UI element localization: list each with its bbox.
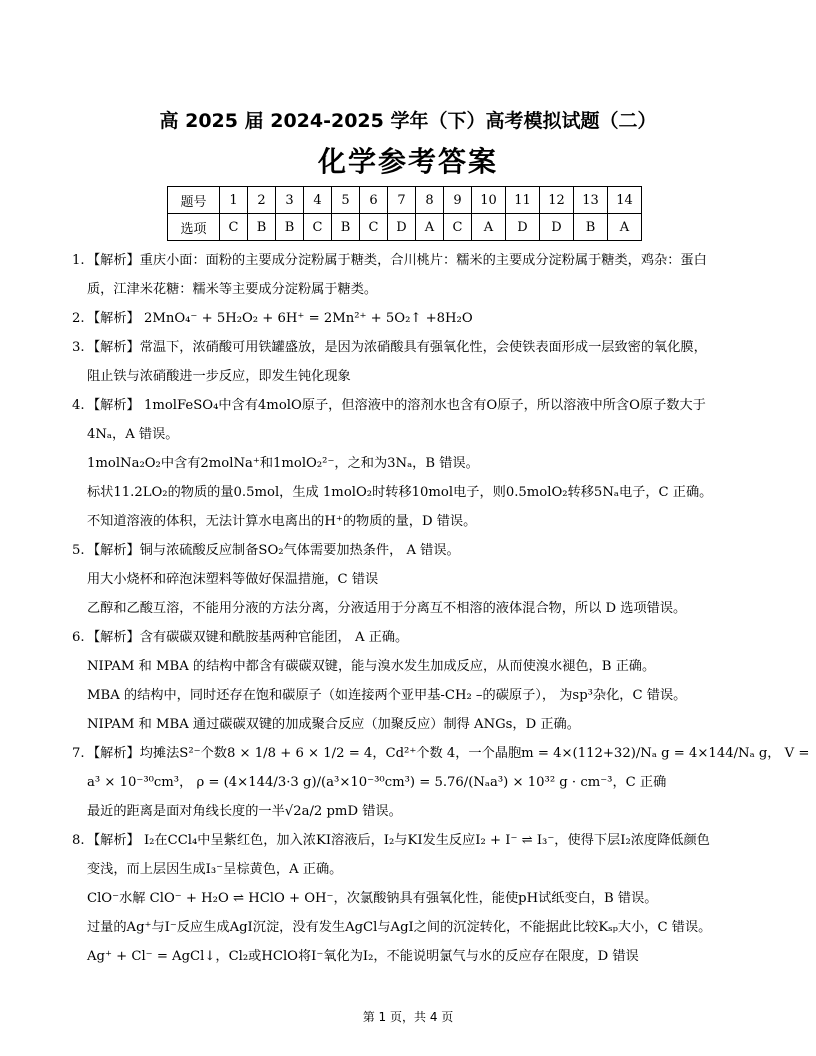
solution-line: NIPAM 和 MBA 通过碳碳双键的加成聚合反应（加聚反应）制得 ANGs，D 正确。 — [87, 717, 580, 732]
answer-cell: B — [276, 214, 304, 241]
row-label-number: 题号 — [168, 187, 220, 214]
number-cell: 13 — [574, 187, 608, 214]
row-label-answer: 选项 — [168, 214, 220, 241]
number-cell: 7 — [388, 187, 416, 214]
solution-line: 1molNa₂O₂中含有2molNa⁺和1molO₂²⁻，之和为3Nₐ，B 错误。 — [87, 456, 479, 471]
answer-cell: B — [248, 214, 276, 241]
solution-number: 8. — [72, 833, 85, 848]
solution-line: 【解析】均摊法S²⁻个数8 × 1/8 + 6 × 1/2 = 4，Cd²⁺个数 4，一个晶胞m = 4×(112+32)/Nₐ g = 4×144/Nₐ g， V = — [87, 746, 810, 761]
solution-line: 标状11.2LO₂的物质的量0.5mol，生成 1molO₂时转移10mol电子，则0.5molO₂转移5Nₐ电子，C 正确。 — [87, 485, 713, 500]
answer-cell: B — [574, 214, 608, 241]
number-cell: 8 — [416, 187, 444, 214]
solution-line: 【解析】含有碳碳双键和酰胺基两种官能团， A 正确。 — [87, 630, 409, 645]
number-cell: 2 — [248, 187, 276, 214]
answer-cell: D — [388, 214, 416, 241]
solution-line: 过量的Ag⁺与I⁻反应生成AgI沉淀，没有发生AgCl与AgI之间的沉淀转化，不能据此比较Kₛₚ大小，C 错误。 — [87, 920, 712, 935]
answer-cell: C — [360, 214, 388, 241]
page-title: 高 2025 届 2024-2025 学年（下）高考模拟试题（二） — [159, 110, 657, 132]
answer-table-number-row — [168, 187, 642, 214]
solution-line: 【解析】 I₂在CCl₄中呈紫红色，加入浓KI溶液后，I₂与KI发生反应I₂ + I⁻ ⇌ I₃⁻，使得下层I₂浓度降低颜色 — [87, 833, 710, 848]
answer-cell: C — [444, 214, 472, 241]
solution-item — [72, 739, 810, 826]
solution-item — [72, 333, 752, 391]
solution-number: 7. — [72, 746, 85, 761]
answer-table — [167, 186, 642, 241]
number-cell: 6 — [360, 187, 388, 214]
solution-line: 用大小烧杯和碎泡沫塑料等做好保温措施，C 错误 — [87, 572, 379, 587]
number-cell: 11 — [506, 187, 540, 214]
answer-cell: D — [540, 214, 574, 241]
solution-line: a³ × 10⁻³⁰cm³， ρ = (4×144/3·3 g)/(a³×10⁻³⁰cm³) = 5.76/(Nₐa³) × 10³² g · cm⁻³，C 正确 — [87, 775, 667, 790]
solution-line: 变浅，而上层因生成I₃⁻呈棕黄色，A 正确。 — [87, 862, 343, 877]
solution-number: 1. — [72, 253, 85, 268]
answer-cell: A — [416, 214, 444, 241]
number-cell: 5 — [332, 187, 360, 214]
solution-line: 【解析】常温下，浓硝酸可用铁罐盛放，是因为浓硝酸具有强氧化性，会使铁表面形成一层致密的氧化膜， — [87, 340, 707, 355]
number-cell: 12 — [540, 187, 574, 214]
page-footer: 第 1 页，共 4 页 — [362, 1010, 454, 1024]
answer-table-answer-row — [168, 214, 642, 241]
solution-line: 【解析】重庆小面：面粉的主要成分淀粉属于糖类，合川桃片：糯米的主要成分淀粉属于糖类，鸡杂：蛋白 — [87, 253, 707, 268]
answer-cell: A — [472, 214, 506, 241]
solution-line: 阻止铁与浓硝酸进一步反应，即发生钝化现象 — [87, 369, 351, 384]
solution-line: 【解析】 2MnO₄⁻ + 5H₂O₂ + 6H⁺ = 2Mn²⁺ + 5O₂↑ +8H₂O — [87, 311, 473, 326]
solution-item — [72, 304, 752, 333]
solutions-list — [72, 246, 810, 971]
number-cell: 10 — [472, 187, 506, 214]
answer-cell: C — [304, 214, 332, 241]
page-subtitle: 化学参考答案 — [317, 145, 498, 178]
solution-line: 不知道溶液的体积，无法计算水电离出的H⁺的物质的量，D 错误。 — [87, 514, 477, 529]
number-cell: 14 — [608, 187, 642, 214]
solution-line: 质，江津米花糖：糯米等主要成分淀粉属于糖类。 — [87, 282, 378, 297]
solution-item — [72, 391, 752, 536]
solution-item — [72, 536, 752, 623]
solution-number: 4. — [72, 398, 85, 413]
number-cell: 3 — [276, 187, 304, 214]
solution-line: 最近的距离是面对角线长度的一半√2a/2 pmD 错误。 — [87, 804, 402, 819]
number-cell: 4 — [304, 187, 332, 214]
solution-number: 6. — [72, 630, 85, 645]
answer-cell: A — [608, 214, 642, 241]
solution-line: NIPAM 和 MBA 的结构中都含有碳碳双键，能与溴水发生加成反应，从而使溴水褪色，B 正确。 — [87, 659, 656, 674]
solution-line: 【解析】铜与浓硫酸反应制备SO₂气体需要加热条件， A 错误。 — [87, 543, 460, 558]
number-cell: 1 — [220, 187, 248, 214]
number-cell: 9 — [444, 187, 472, 214]
solution-line: ClO⁻水解 ClO⁻ + H₂O ⇌ HClO + OH⁻，次氯酸钠具有强氧化性，能使pH试纸变白，B 错误。 — [87, 891, 658, 906]
solution-item — [72, 623, 752, 739]
solution-line: 4Nₐ，A 错误。 — [87, 427, 179, 442]
solution-item — [72, 246, 752, 304]
solution-number: 2. — [72, 311, 85, 326]
solution-number: 5. — [72, 543, 85, 558]
solution-line: 乙醇和乙酸互溶，不能用分液的方法分离，分液适用于分离互不相溶的液体混合物，所以 D 选项错误。 — [87, 601, 687, 616]
solution-item — [72, 826, 752, 971]
solution-line: 【解析】 1molFeSO₄中含有4molO原子，但溶液中的溶剂水也含有O原子，所以溶液中所含O原子数大于 — [87, 398, 706, 413]
solution-line: MBA 的结构中，同时还存在饱和碳原子（如连接两个亚甲基-CH₂ –的碳原子）， 为sp³杂化，C 错误。 — [87, 688, 687, 703]
solution-number: 3. — [72, 340, 85, 355]
answer-cell: B — [332, 214, 360, 241]
answer-cell: C — [220, 214, 248, 241]
solution-line: Ag⁺ + Cl⁻ = AgCl↓，Cl₂或HClO将I⁻氧化为I₂，不能说明氯气与水的反应存在限度，D 错误 — [87, 949, 639, 964]
answer-cell: D — [506, 214, 540, 241]
